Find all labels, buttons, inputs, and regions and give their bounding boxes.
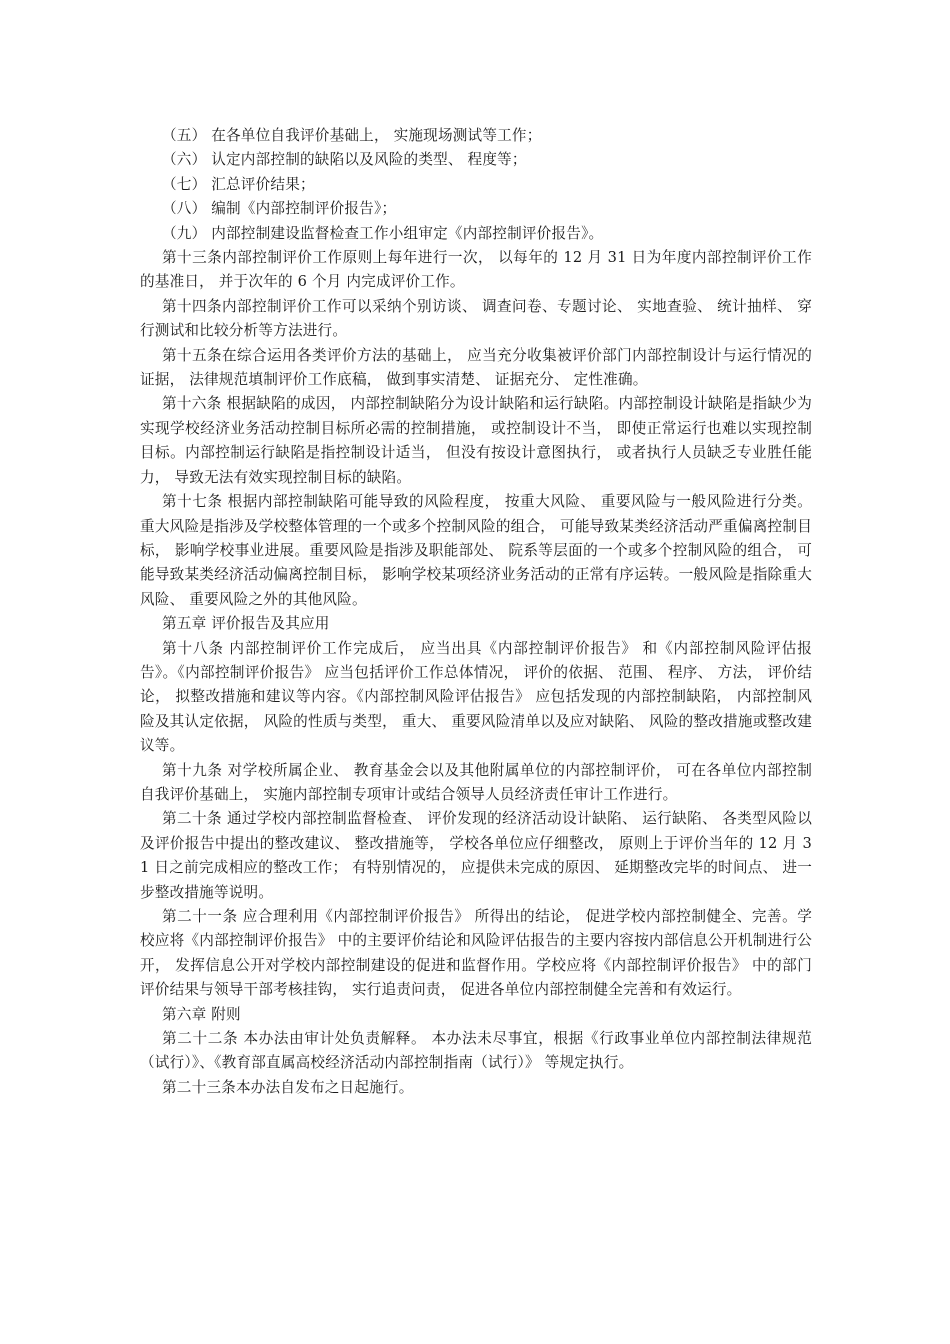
article-15: 第十五条在综合运用各类评价方法的基础上， 应当充分收集被评价部门内部控制设计与运行情况的证据， 法律规范填制评价工作底稿， 做到事实清楚、 证据充分、 定性准确。 (140, 346, 812, 389)
document-body (140, 124, 812, 1100)
article-20: 第二十条 通过学校内部控制监督检查、 评价发现的经济活动设计缺陷、 运行缺陷、 各类型风险以及评价报告中提出的整改建议、 整改措施等， 学校各单位应仔细整改， 原则上于评价当年的 12 月 31 日之前完成相应的整改工作； 有特别情况的， 应提供未完成的原因、 延期整改完毕的时间点、 进一步整改措施等说明。 (140, 810, 812, 901)
chapter-6-heading: 第六章 附则 (162, 1005, 241, 1023)
article-21: 第二十一条 应合理利用《内部控制评价报告》 所得出的结论， 促进学校内部控制健全、完善。学校应将《内部控制评价报告》 中的主要评价结论和风险评估报告的主要内容按内部信息公开机制进行公开， 发挥信息公开对学校内部控制建设的促进和监督作用。学校应将《内部控制评价报告》 中的部门评价结果与领导干部考核挂钩， 实行追责问责， 促进各单位内部控制健全完善和有效运行。 (140, 908, 812, 999)
list-item-5: （五） 在各单位自我评价基础上， 实施现场测试等工作； (162, 127, 542, 144)
article-19: 第十九条 对学校所属企业、 教育基金会以及其他附属单位的内部控制评价， 可在各单位内部控制自我评价基础上， 实施内部控制专项审计或结合领导人员经济责任审计工作进行。 (140, 761, 812, 803)
article-22: 第二十二条 本办法由审计处负责解释。 本办法未尽事宜，根据《行政事业单位内部控制法律规范（试行）》、《教育部直属高校经济活动内部控制指南（试行）》 等规定执行。 (140, 1030, 812, 1072)
article-23: 第二十三条本办法自发布之日起施行。 (162, 1078, 414, 1096)
list-item-9: （九） 内部控制建设监督检查工作小组审定《内部控制评价报告》。 (162, 224, 604, 242)
list-item-8: （八） 编制《内部控制评价报告》； (162, 200, 397, 218)
article-17: 第十七条 根据内部控制缺陷可能导致的风险程度， 按重大风险、 重要风险与一般风险进行分类。重大风险是指涉及学校整体管理的一个或多个控制风险的组合， 可能导致某类经济活动严重偏离控制目标， 影响学校事业进展。重要风险是指涉及职能部处、 院系等层面的一个或多个控制风险的组合， 可能导致某类经济活动偏离控制目标， 影响学校某项经济业务活动的正常有序运转。一般风险是指除重大风险、 重要风险之外的其他风险。 (140, 493, 812, 608)
list-item-6: （六） 认定内部控制的缺陷以及风险的类型、 程度等； (162, 151, 527, 169)
article-18: 第十八条 内部控制评价工作完成后， 应当出具《内部控制评价报告》 和《内部控制风险评估报告》。《内部控制评价报告》 应当包括评价工作总体情况， 评价的依据、 范围、 程序、 方法， 评价结论， 拟整改措施和建议等内容。《内部控制风险评估报告》 应包括发现的内部控制缺陷， 内部控制风险及其认定依据， 风险的性质与类型， 重大、 重要风险清单以及应对缺陷、 风险的整改措施或整改建议等。 (140, 639, 812, 755)
chapter-5-heading: 第五章 评价报告及其应用 (162, 615, 330, 633)
article-13: 第十三条内部控制评价工作原则上每年进行一次， 以每年的 12 月 31 日为年度内部控制评价工作的基准日， 并于次年的 6 个月 内完成评价工作。 (140, 249, 812, 291)
article-16: 第十六条 根据缺陷的成因， 内部控制缺陷分为设计缺陷和运行缺陷。内部控制设计缺陷是指缺少为实现学校经济业务活动控制目标所必需的控制措施， 或控制设计不当， 即使正常运行也难以实现控制目标。内部控制运行缺陷是指控制设计适当， 但没有按设计意图执行， 或者执行人员缺乏专业胜任能力， 导致无法有效实现控制目标的缺陷。 (140, 395, 812, 486)
list-item-7: （七） 汇总评价结果； (162, 175, 315, 193)
article-14: 第十四条内部控制评价工作可以采纳个别访谈、 调查问卷、专题讨论、 实地查验、 统计抽样、 穿行测试和比较分析等方法进行。 (140, 297, 812, 340)
